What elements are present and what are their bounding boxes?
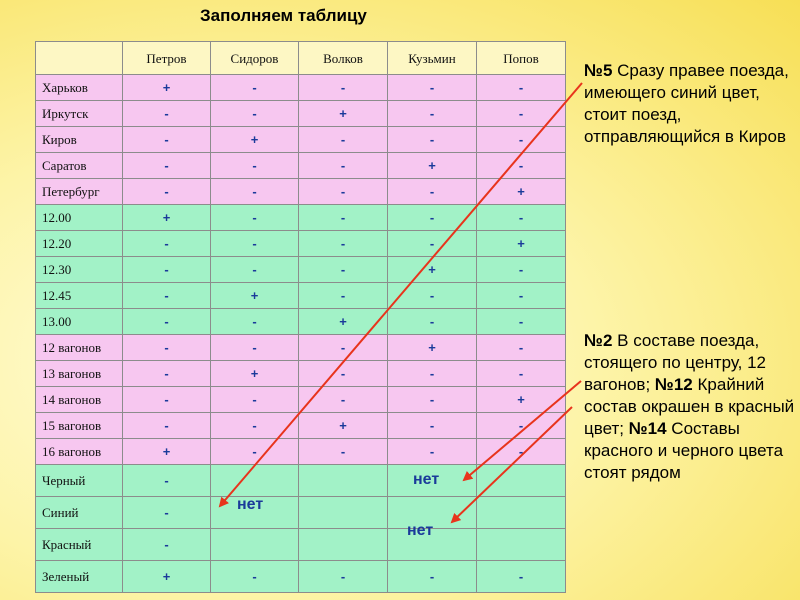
- mark-cell: -: [211, 179, 299, 205]
- mark-cell: -: [477, 75, 566, 101]
- mark-cell: +: [299, 101, 388, 127]
- mark-cell: -: [123, 231, 211, 257]
- mark-cell: +: [477, 179, 566, 205]
- mark-cell: -: [299, 361, 388, 387]
- mark-cell: -: [388, 127, 477, 153]
- mark-cell: -: [299, 231, 388, 257]
- mark-cell: -: [211, 387, 299, 413]
- mark-cell: +: [477, 387, 566, 413]
- mark-cell: -: [388, 283, 477, 309]
- row-label: Черный: [36, 465, 123, 497]
- mark-cell: -: [388, 101, 477, 127]
- mark-cell: -: [388, 205, 477, 231]
- note-text: Составы красного и черного цвета стоят рядом: [584, 419, 784, 482]
- mark-cell: +: [211, 361, 299, 387]
- arrow-note2: [464, 381, 581, 480]
- row-label: Харьков: [36, 75, 123, 101]
- mark-cell: -: [123, 101, 211, 127]
- row-label: 15 вагонов: [36, 413, 123, 439]
- mark-cell: -: [477, 413, 566, 439]
- mark-cell: +: [299, 413, 388, 439]
- mark-cell: -: [211, 75, 299, 101]
- mark-cell: -: [123, 283, 211, 309]
- mark-cell: -: [211, 257, 299, 283]
- note-number: №12: [654, 375, 693, 394]
- mark-cell: -: [388, 179, 477, 205]
- mark-cell: -: [299, 179, 388, 205]
- page-title: Заполняем таблицу: [200, 6, 367, 25]
- mark-cell: -: [388, 413, 477, 439]
- mark-cell: -: [299, 127, 388, 153]
- column-header: Волков: [299, 42, 388, 75]
- note-text: Сразу правее поезда, имеющего синий цвет, стоит поезд, отправляющийся в Киров: [584, 61, 789, 146]
- mark-cell: -: [123, 361, 211, 387]
- mark-cell: -: [477, 153, 566, 179]
- mark-cell: -: [299, 387, 388, 413]
- note-number: №2: [584, 331, 613, 350]
- mark-cell: -: [299, 257, 388, 283]
- column-header: Сидоров: [211, 42, 299, 75]
- mark-cell: -: [123, 529, 211, 561]
- mark-cell: -: [211, 101, 299, 127]
- note-text: Крайний состав окрашен в красный цвет;: [584, 375, 795, 438]
- mark-cell: -: [299, 335, 388, 361]
- mark-cell: -: [123, 127, 211, 153]
- mark-cell: -: [477, 205, 566, 231]
- mark-cell: +: [123, 205, 211, 231]
- mark-cell: +: [388, 153, 477, 179]
- no-label: нет: [407, 522, 434, 539]
- row-label: 16 вагонов: [36, 439, 123, 465]
- mark-cell: +: [123, 561, 211, 593]
- mark-cell: -: [123, 257, 211, 283]
- mark-cell: -: [123, 179, 211, 205]
- row-label: 12.30: [36, 257, 123, 283]
- mark-cell: -: [299, 205, 388, 231]
- row-label: 13 вагонов: [36, 361, 123, 387]
- row-label: 12.20: [36, 231, 123, 257]
- column-header: Попов: [477, 42, 566, 75]
- mark-cell: -: [299, 75, 388, 101]
- mark-cell: +: [388, 335, 477, 361]
- row-label: 12.45: [36, 283, 123, 309]
- mark-cell: -: [211, 309, 299, 335]
- mark-cell: +: [299, 309, 388, 335]
- mark-cell: -: [123, 309, 211, 335]
- no-label: нет: [237, 496, 264, 513]
- note-number: №14: [628, 419, 667, 438]
- row-label: Синий: [36, 497, 123, 529]
- row-label: Киров: [36, 127, 123, 153]
- mark-cell: -: [211, 439, 299, 465]
- mark-cell: +: [211, 127, 299, 153]
- column-header: Кузьмин: [388, 42, 477, 75]
- mark-cell: -: [123, 153, 211, 179]
- mark-cell: -: [299, 561, 388, 593]
- mark-cell: -: [123, 465, 211, 497]
- mark-cell: -: [477, 439, 566, 465]
- row-label: Зеленый: [36, 561, 123, 593]
- row-label: Петербург: [36, 179, 123, 205]
- mark-cell: -: [123, 387, 211, 413]
- mark-cell: -: [477, 127, 566, 153]
- mark-cell: -: [477, 309, 566, 335]
- mark-cell: -: [299, 439, 388, 465]
- row-label: 13.00: [36, 309, 123, 335]
- mark-cell: -: [477, 361, 566, 387]
- mark-cell: -: [477, 561, 566, 593]
- mark-cell: -: [477, 101, 566, 127]
- mark-cell: -: [388, 387, 477, 413]
- mark-cell: -: [477, 335, 566, 361]
- mark-cell: -: [477, 257, 566, 283]
- row-label: 12 вагонов: [36, 335, 123, 361]
- arrow-note12: [452, 407, 572, 522]
- mark-cell: -: [388, 75, 477, 101]
- row-label: Красный: [36, 529, 123, 561]
- mark-cell: -: [211, 205, 299, 231]
- row-label: 12.00: [36, 205, 123, 231]
- mark-cell: -: [388, 561, 477, 593]
- mark-cell: -: [211, 413, 299, 439]
- mark-cell: -: [123, 335, 211, 361]
- mark-cell: -: [388, 309, 477, 335]
- mark-cell: -: [388, 439, 477, 465]
- row-label: Саратов: [36, 153, 123, 179]
- mark-cell: +: [477, 231, 566, 257]
- row-label: 14 вагонов: [36, 387, 123, 413]
- mark-cell: +: [211, 283, 299, 309]
- mark-cell: -: [211, 335, 299, 361]
- mark-cell: -: [211, 561, 299, 593]
- arrow-note5: [220, 83, 582, 506]
- mark-cell: -: [388, 361, 477, 387]
- note-number: №5: [584, 61, 613, 80]
- mark-cell: -: [211, 153, 299, 179]
- mark-cell: -: [123, 413, 211, 439]
- mark-cell: -: [299, 283, 388, 309]
- mark-cell: -: [123, 497, 211, 529]
- mark-cell: +: [123, 439, 211, 465]
- note-text: В составе поезда, стоящего по центру, 12 вагонов;: [584, 331, 766, 394]
- mark-cell: -: [477, 283, 566, 309]
- mark-cell: -: [211, 231, 299, 257]
- mark-cell: +: [388, 257, 477, 283]
- no-label: нет: [413, 471, 440, 488]
- row-label: Иркутск: [36, 101, 123, 127]
- mark-cell: -: [388, 231, 477, 257]
- mark-cell: +: [123, 75, 211, 101]
- column-header: Петров: [123, 42, 211, 75]
- mark-cell: -: [299, 153, 388, 179]
